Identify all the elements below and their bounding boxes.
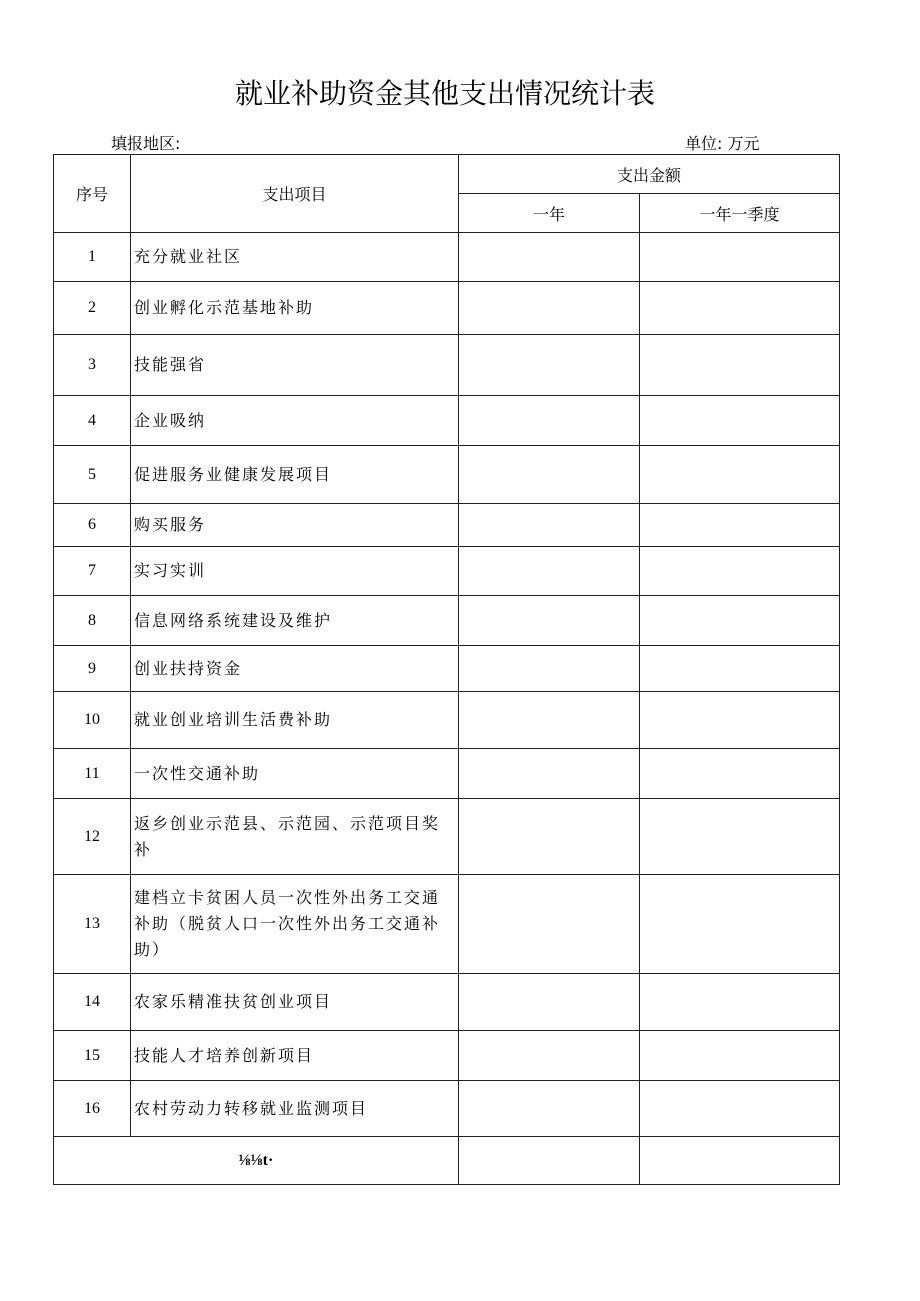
page-title: 就业补助资金其他支出情况统计表 (234, 77, 655, 110)
row-seq: 12 (54, 799, 131, 875)
header-item: 支出项目 (131, 155, 459, 233)
row-item: 购买服务 (131, 504, 459, 547)
row-seq: 16 (54, 1081, 131, 1137)
table-row (54, 974, 840, 1031)
year-quarter-amount-cell[interactable] (640, 547, 840, 596)
total-row (54, 1137, 840, 1185)
table-row (54, 504, 840, 547)
year-amount-cell[interactable] (459, 799, 640, 875)
row-seq: 13 (54, 875, 131, 974)
table-row (54, 282, 840, 335)
year-amount-cell[interactable] (459, 646, 640, 692)
table-row (54, 875, 840, 974)
table-row (54, 799, 840, 875)
header-row-top (54, 155, 840, 194)
row-item: 返乡创业示范县、示范园、示范项目奖补 (131, 799, 459, 875)
year-quarter-amount-cell[interactable] (640, 1031, 840, 1081)
year-quarter-amount-cell[interactable] (640, 446, 840, 504)
year-amount-cell[interactable] (459, 335, 640, 396)
row-item: 农村劳动力转移就业监测项目 (131, 1081, 459, 1137)
year-quarter-amount-cell[interactable] (640, 233, 840, 282)
year-quarter-amount-cell[interactable] (640, 504, 840, 547)
row-seq: 5 (54, 446, 131, 504)
row-seq: 10 (54, 692, 131, 749)
table-row (54, 547, 840, 596)
header-year-quarter: 一年一季度 (640, 194, 840, 233)
row-item: 技能强省 (131, 335, 459, 396)
row-seq: 15 (54, 1031, 131, 1081)
row-seq: 4 (54, 396, 131, 446)
year-amount-cell[interactable] (459, 596, 640, 646)
year-quarter-amount-cell[interactable] (640, 875, 840, 974)
header-amount: 支出金额 (459, 155, 840, 194)
table-row (54, 646, 840, 692)
total-label: ⅛⅛t· (54, 1137, 459, 1185)
table-row (54, 749, 840, 799)
row-seq: 8 (54, 596, 131, 646)
header-year: 一年 (459, 194, 640, 233)
row-item: 创业扶持资金 (131, 646, 459, 692)
table-row (54, 233, 840, 282)
table-row (54, 1031, 840, 1081)
row-item: 信息网络系统建设及维护 (131, 596, 459, 646)
year-amount-cell[interactable] (459, 396, 640, 446)
table-row (54, 1081, 840, 1137)
row-item: 实习实训 (131, 547, 459, 596)
year-amount-cell[interactable] (459, 692, 640, 749)
year-quarter-amount-cell[interactable] (640, 1081, 840, 1137)
year-quarter-amount-cell[interactable] (640, 396, 840, 446)
year-amount-cell[interactable] (459, 749, 640, 799)
row-item: 创业孵化示范基地补助 (131, 282, 459, 335)
row-item: 一次性交通补助 (131, 749, 459, 799)
row-item: 企业吸纳 (131, 396, 459, 446)
region-label: 填报地区: (111, 134, 181, 153)
row-item: 农家乐精准扶贫创业项目 (131, 974, 459, 1031)
year-quarter-amount-cell[interactable] (640, 799, 840, 875)
year-amount-cell[interactable] (459, 233, 640, 282)
year-amount-cell[interactable] (459, 1081, 640, 1137)
year-amount-cell[interactable] (459, 547, 640, 596)
expenditure-table (53, 154, 840, 1185)
row-seq: 3 (54, 335, 131, 396)
row-seq: 6 (54, 504, 131, 547)
row-seq: 11 (54, 749, 131, 799)
year-amount-cell[interactable] (459, 504, 640, 547)
year-quarter-amount-cell[interactable] (640, 646, 840, 692)
row-seq: 9 (54, 646, 131, 692)
header-seq: 序号 (54, 155, 131, 233)
year-quarter-amount-cell[interactable] (640, 282, 840, 335)
year-quarter-amount-cell[interactable] (640, 974, 840, 1031)
row-item: 促进服务业健康发展项目 (131, 446, 459, 504)
row-seq: 14 (54, 974, 131, 1031)
row-seq: 1 (54, 233, 131, 282)
row-item: 建档立卡贫困人员一次性外出务工交通补助（脱贫人口一次性外出务工交通补助） (131, 875, 459, 974)
year-amount-cell[interactable] (459, 875, 640, 974)
table-row (54, 396, 840, 446)
total-year-quarter-cell[interactable] (640, 1137, 840, 1185)
row-item: 就业创业培训生活费补助 (131, 692, 459, 749)
table-row (54, 692, 840, 749)
year-quarter-amount-cell[interactable] (640, 596, 840, 646)
total-year-cell[interactable] (459, 1137, 640, 1185)
table-row (54, 596, 840, 646)
row-seq: 2 (54, 282, 131, 335)
year-amount-cell[interactable] (459, 974, 640, 1031)
year-quarter-amount-cell[interactable] (640, 692, 840, 749)
row-seq: 7 (54, 547, 131, 596)
unit-label: 单位: 万元 (685, 134, 760, 153)
table-row (54, 446, 840, 504)
row-item: 充分就业社区 (131, 233, 459, 282)
year-quarter-amount-cell[interactable] (640, 335, 840, 396)
year-amount-cell[interactable] (459, 446, 640, 504)
year-amount-cell[interactable] (459, 1031, 640, 1081)
row-item: 技能人才培养创新项目 (131, 1031, 459, 1081)
table-row (54, 335, 840, 396)
year-amount-cell[interactable] (459, 282, 640, 335)
year-quarter-amount-cell[interactable] (640, 749, 840, 799)
